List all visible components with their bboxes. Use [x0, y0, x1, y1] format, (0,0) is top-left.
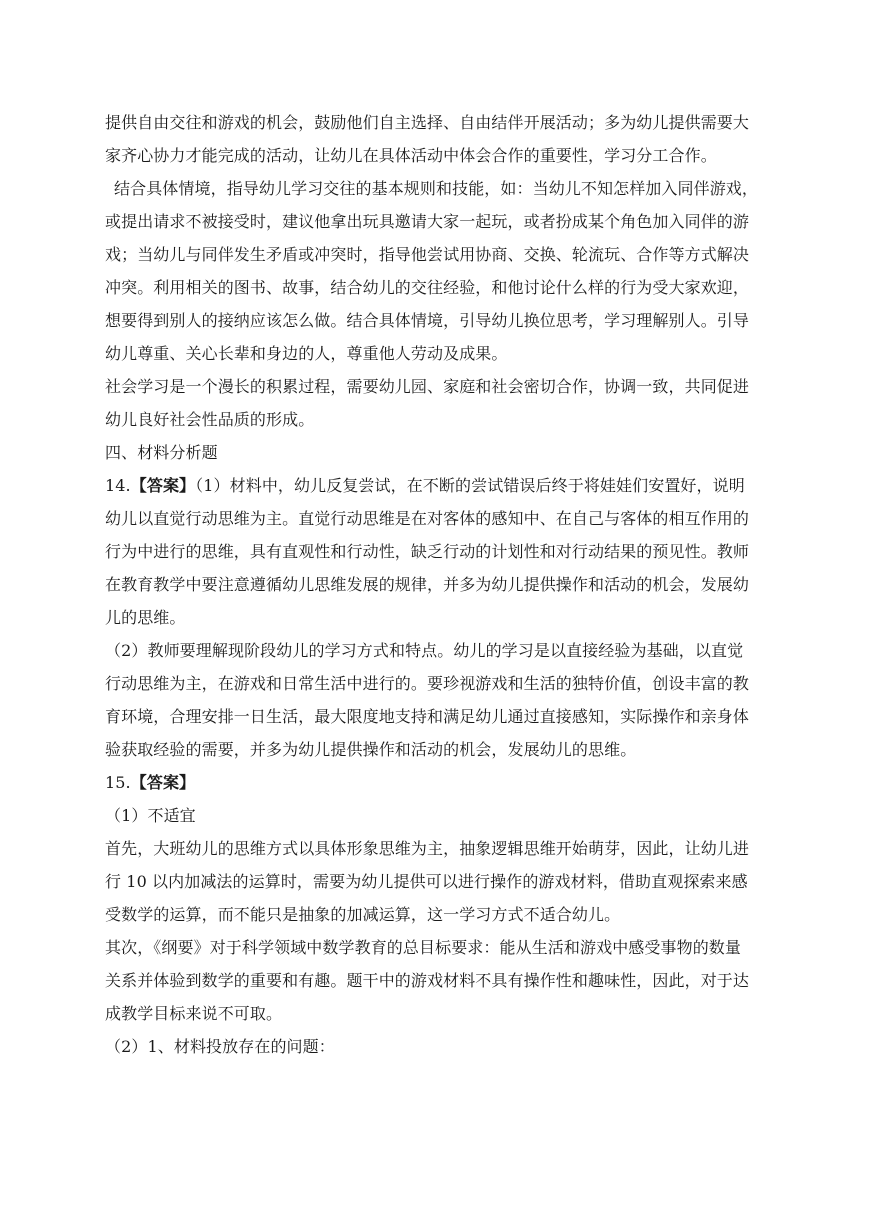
text-line: 成教学目标来说不可取。	[105, 1004, 283, 1023]
section-heading: 四、材料分析题	[105, 443, 218, 462]
question-15-answer-line	[105, 766, 765, 799]
answer-tag: 【答案】	[130, 476, 196, 495]
text-line: 想要得到别人的接纳应该怎么做。结合具体情境，引导幼儿换位思考，学习理解别人。引导	[105, 311, 750, 330]
text-line: 儿的思维。	[105, 608, 186, 627]
question-14-answer-line	[105, 469, 765, 502]
text-line: 社会学习是一个漫长的积累过程，需要幼儿园、家庭和社会密切合作，协调一致，共同促进	[105, 377, 750, 396]
text-line: 在教育教学中要注意遵循幼儿思维发展的规律，并多为幼儿提供操作和活动的机会，发展幼	[105, 575, 750, 594]
question-number: 14.	[105, 476, 131, 495]
text-line: 关系并体验到数学的重要和有趣。题干中的游戏材料不具有操作性和趣味性，因此，对于达	[105, 971, 750, 990]
text-line: 首先，大班幼儿的思维方式以具体形象思维为主，抽象逻辑思维开始萌芽，因此，让幼儿进	[105, 839, 750, 858]
text-line: 家齐心协力才能完成的活动，让幼儿在具体活动中体会合作的重要性，学习分工合作。	[105, 146, 717, 165]
text-line: 行 10 以内加减法的运算时，需要为幼儿提供可以进行操作的游戏材料，借助直观探索来感	[105, 872, 748, 891]
text-line: 验获取经验的需要，并多为幼儿提供操作和活动的机会，发展幼儿的思维。	[105, 740, 637, 759]
text-line: 受数学的运算，而不能只是抽象的加减运算，这一学习方式不适合幼儿。	[105, 905, 621, 924]
text-line: 其次，《纲要》对于科学领域中数学教育的总目标要求：能从生活和游戏中感受事物的数量	[105, 938, 742, 957]
answer-text: （1）材料中，幼儿反复尝试，在不断的尝试错误后终于将娃娃们安置好，说明	[195, 476, 745, 495]
text-line: 结合具体情境，指导幼儿学习交往的基本规则和技能，如：当幼儿不知怎样加入同伴游戏，	[114, 179, 759, 198]
question-number: 15.	[105, 773, 131, 792]
text-line: 戏；当幼儿与同伴发生矛盾或冲突时，指导他尝试用协商、交换、轮流玩、合作等方式解决	[105, 245, 750, 264]
text-line: 行为中进行的思维，具有直观性和行动性，缺乏行动的计划性和对行动结果的预见性。教师	[105, 542, 750, 561]
text-line: 冲突。利用相关的图书、故事，结合幼儿的交往经验，和他讨论什么样的行为受大家欢迎，	[105, 278, 750, 297]
text-line: （1）不适宜	[105, 806, 196, 825]
text-line: （2）教师要理解现阶段幼儿的学习方式和特点。幼儿的学习是以直接经验为基础，以直觉	[105, 641, 744, 660]
text-line: 幼儿良好社会性品质的形成。	[105, 410, 315, 429]
text-line: 或提出请求不被接受时，建议他拿出玩具邀请大家一起玩，或者扮成某个角色加入同伴的游	[105, 212, 750, 231]
text-line: （2）1、材料投放存在的问题：	[105, 1037, 335, 1056]
text-line: 行动思维为主，在游戏和日常生活中进行的。要珍视游戏和生活的独特价值，创设丰富的教	[105, 674, 750, 693]
answer-tag: 【答案】	[130, 773, 196, 792]
text-line: 育环境，合理安排一日生活，最大限度地支持和满足幼儿通过直接感知，实际操作和亲身体	[105, 707, 750, 726]
text-line: 提供自由交往和游戏的机会，鼓励他们自主选择、自由结伴开展活动；多为幼儿提供需要大	[105, 113, 750, 132]
document-page	[105, 106, 765, 1063]
text-line: 幼儿尊重、关心长辈和身边的人，尊重他人劳动及成果。	[105, 344, 508, 363]
text-line: 幼儿以直觉行动思维为主。直觉行动思维是在对客体的感知中、在自己与客体的相互作用的	[105, 509, 750, 528]
